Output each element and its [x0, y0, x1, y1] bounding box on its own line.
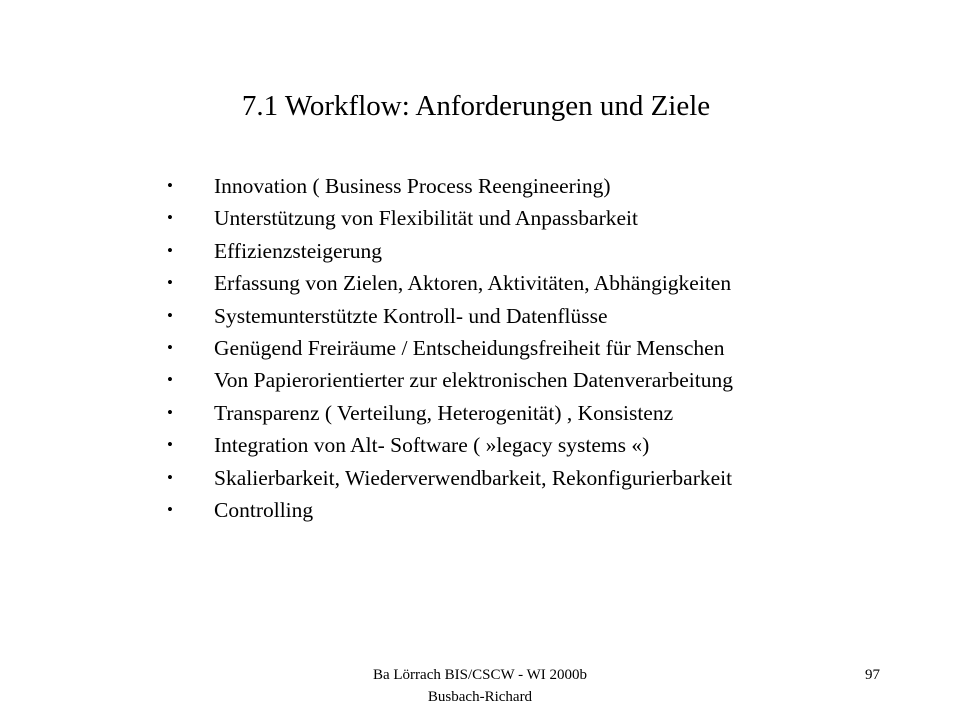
- footer-author-line: Busbach-Richard: [427, 689, 533, 705]
- bullet-icon: •: [167, 176, 173, 195]
- bullet-icon: •: [167, 273, 173, 293]
- slide-title: 7.1 Workflow: Anforderungen und Ziele: [241, 90, 711, 122]
- bullet-text: Transparenz ( Verteilung, Heterogenität) , Konsistenz: [214, 400, 674, 425]
- bullet-icon: •: [167, 240, 173, 260]
- bullet-icon: •: [167, 467, 173, 487]
- bullet-text: Erfassung von Zielen, Aktoren, Aktivitäten, Abhängigkeiten: [214, 271, 732, 296]
- page-number: 97: [865, 667, 880, 683]
- bullet-icon: •: [167, 370, 173, 390]
- bullet-text: Integration von Alt- Software ( »legacy systems «): [214, 433, 650, 458]
- bullet-icon: •: [167, 499, 173, 519]
- slide-footer: [300, 664, 660, 708]
- footer-course-line: Ba Lörrach BIS/CSCW - WI 2000b: [372, 667, 587, 683]
- bullet-text: Effizienzsteigerung: [214, 238, 382, 263]
- bullet-text: Skalierbarkeit, Wiederverwendbarkeit, Rekonfigurierbarkeit: [214, 465, 733, 490]
- bullet-icon: •: [167, 435, 173, 455]
- bullet-icon: •: [167, 305, 173, 325]
- bullet-icon: •: [167, 337, 173, 357]
- bullet-text: Unterstützung von Flexibilität und Anpassbarkeit: [214, 206, 638, 231]
- bullet-text: Von Papierorientierter zur elektronischen Datenverarbeitung: [214, 368, 733, 393]
- bullet-text: Systemunterstützte Kontroll- und Datenflüsse: [214, 303, 608, 328]
- bullet-icon: •: [167, 208, 173, 228]
- bullet-text: Genügend Freiräume / Entscheidungsfreiheit für Menschen: [214, 335, 725, 360]
- bullet-text: Controlling: [214, 497, 314, 522]
- bullet-text: Innovation ( Business Process Reengineering): [214, 174, 611, 198]
- bullet-icon: •: [167, 402, 173, 422]
